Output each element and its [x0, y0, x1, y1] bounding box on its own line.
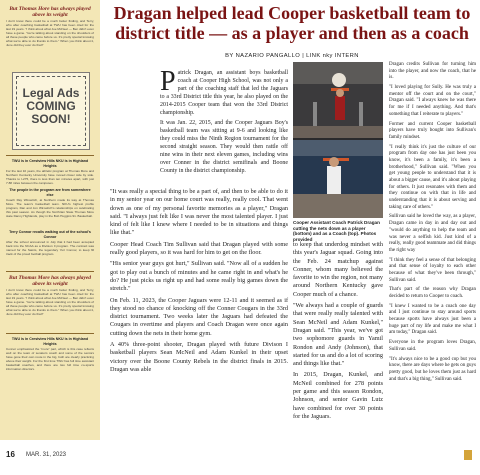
end-of-story-icon — [464, 450, 472, 460]
sidebar-section5-title: But Thomas More has always played above its weight — [9, 275, 91, 288]
sidebar-section-3 — [0, 186, 100, 221]
sidebar-section6-text: Connor emphasized the "more" part, which is this case reflects well on the team of senators coach and some of the seniors have gone their own route in the big, both are clearly practicing above their weight. For the first time TWU has full time assistant basketball coaches, and there are two full time co-sports information directors. — [6, 347, 94, 371]
sidebar-section-6 — [0, 330, 100, 374]
article-paragraph: "His senior year guys got hurt," Sullivan said. "Now all of a sudden he got to play out a bunch of minutes and he came right in and what's he do? He just picks us right up and had some really big games down the stretch." — [110, 260, 288, 293]
article-paragraph: "We always had a couple of guards that were really really talented with Sean McNeil and Adam Kunkel," Dragan said. "This year, we've got two sophomore guards in Yamil Rondon and Andy (Johnson), that started for us and do a lot of scoring and things like that." — [293, 302, 383, 368]
article-column-3 — [389, 62, 476, 386]
crowd-icon — [293, 126, 383, 138]
article-paragraph: Former and current Cooper basketball players have truly bought into Sullivan's family mindset. — [389, 121, 476, 140]
page-number: 16 — [6, 450, 15, 459]
sidebar-section-5 — [0, 268, 100, 319]
sidebar-divider — [6, 155, 94, 156]
sidebar-section5-text: I don't know there could be a much better finding, and Terry, who after coaching basketball at TWU has been cited for the last 19 years. "I think about what Joe McNeel — Ben didn't even have a game. You're talking about standing on the shoulders of all these people who came before us. It's pretty special knowing what we're able to do thanks to them." When you think about it, June did they ever do that? — [6, 288, 94, 317]
photo-caption: Cooper Assistant Coach Patrick Dragan cutting the nets down as a player (bottom) and as a Coach (top). Photos provided — [293, 220, 380, 242]
sidebar-divider — [6, 271, 94, 272]
sidebar-section-top — [0, 6, 100, 50]
article-paragraph: Dragan credits Sullivan for turning him into the player, and now the coach, that he is. — [389, 62, 476, 81]
sidebar-divider — [6, 333, 94, 334]
article-paragraph: Everyone in the program loves Dragan, Sullivan said. — [389, 340, 476, 352]
sidebar-section2-title: TWU is in Crestview Hills NKU is in Highland Heights — [11, 159, 89, 168]
article-paragraph: It was Jan. 22, 2015, and the Cooper Jaguars Boy's basketball team was sitting at 9-6 and looking like they could miss the Ninth Region tournament for the second straight season. They would then rattle off nine wins in their next eleven games, including wins over Conner in the district semifinals and Boone County in the district championship. — [160, 120, 288, 174]
article-paragraph: That's part of the reason why Dragan decided to return to Cooper to coach. — [389, 287, 476, 299]
legal-ad-label: Legal Ads COMING SOON! — [22, 86, 80, 127]
sidebar-section2-text: For the last 10 years, the athletic program at Thomas More and Northern Kentucky University have moved closer side by side. Thanks to I-275, there is less than ten minutes apart, with just 7.88 miles between the campuses. — [6, 169, 94, 186]
photo-bottom-ceiling — [293, 140, 383, 156]
article-paragraph: On Feb. 11, 2023, the Cooper Jaguars were 12-11 and it seemed as if they stood no chance of knocking off the Conner Cougars in the 33rd district tournament. Two weeks later the Jaguars had defeated the Cougars in overtime and players and Coach Dragan were once again cutting down the nets in their home gym. — [110, 296, 288, 337]
article-paragraph: Patrick Dragan, an assistant boys basketball coach at Cooper High School, was not only a part of the coaching staff that led the Jaguars to a 33rd District title this year, he also played on the 2014-2015 Cooper team that won the 33rd District championship. — [160, 66, 288, 116]
sidebar-section3-text: Coach Ray Wirowitch, at Northern made its way at Thomas More. The team's basketball team. NKU's highest profile program, Dan and Jon Wirowitch's relationships on celebrating this past season. As though the Northrian State Thomas More state Danny Highlands, play in the Bob Huggins 91. Basketball. — [6, 198, 94, 218]
legal-ad-card — [12, 72, 90, 150]
sidebar-top-text: I don't know there could be a much better finding, and Terry, who after coaching basketball at TWU has been cited for the last 19 years. "I think about what Joe McNeel — Ben didn't even have a game. You're talking about standing on the shoulders of all these people who came before us. It's pretty special knowing what we're able to do thanks to them." When you think about it, June did they ever do that? — [6, 19, 94, 48]
article-paragraph: "I think they feel a sense of that belonging and that sense of loyalty to each other because of what they've been through," Sullivan said. — [389, 257, 476, 283]
article-paragraph: A 40% three-point shooter, Dragan played with future Divison I basketball players Sean McNeil and Adam Kunkel in their upset victory over the Boone County Rebels in the district finals in 2015. Dragan was able — [110, 341, 288, 373]
article-column-1-lower — [110, 188, 288, 377]
sidebar-section-2 — [0, 152, 100, 188]
sidebar-section4-text: After the school announced in July that it had been accepted back into the NCAA as a Division II program. The contract was named for the Saints, the legendary Yuri Connor, to keep fill track of the proud football program. — [6, 240, 94, 257]
coach-head-icon — [336, 89, 344, 97]
article-paragraph: "It's always nice to be a good cop but you know, there are days where he gets on guys pretty good, but he loves them just as hard and that's a big thing," Sullivan said. — [389, 356, 476, 382]
article-paragraph: "I really think it's just the culture of our program from day one has just been you know, it's been a family, it's been a brotherhood," Sullivan said. "When you get young people to understand that it is about a bigger cause, and it's about playing for others. It just resonates with them and they continue on with that in life and understanding that it is about serving and taking care of others." — [389, 144, 476, 210]
legal-ad-text — [13, 87, 89, 127]
article-byline: BY NAZARIO PANGALLO | LINK nky INTERN — [225, 53, 359, 59]
hoop-light-icon — [332, 73, 346, 87]
sidebar-section3-title: The people in the program are from somewhere else — [9, 188, 91, 197]
article-paragraph: "It was really a special thing to be a part of, and then to be able to do it in my senior year on our home court was really, really cool. That went down as one of my personal favorite memories as a player," Dragan said. "I always just felt like I was never the most talented player. I just kind of felt like I knew where I needed to be in situations and things like that." — [110, 188, 288, 237]
issue-date: MAR. 31, 2023 — [26, 452, 67, 458]
article-headline: Dragan helped lead Cooper basketball team to district title — as a player and then as a coach — [113, 3, 471, 44]
article-paragraph: to keep that underdog mindset with this year's Jaguar squad. Going into the Feb. 24 matchup against Conner, whom many believed the favorite to win the region, not many around Northern Kentucky gave Cooper much of a chance. — [293, 241, 383, 298]
article-column-2 — [293, 241, 383, 424]
article-paragraph: Sullivan said he loved the way, as a player, Dragan came in day in and day out and "would do anything to help the team and was never a selfish kid. Just kind of a really, really good teammate and did things the right way — [389, 214, 476, 253]
sidebar-section6-title: TWU is in Crestview Hills NKU is in Highland Heights — [11, 337, 89, 346]
player-jersey-icon — [327, 166, 341, 196]
player-head-icon — [329, 157, 339, 167]
coach-figure-icon — [335, 96, 345, 120]
sidebar-section-4 — [0, 228, 100, 259]
crowd-icon — [293, 194, 383, 218]
sidebar — [0, 0, 100, 440]
article-column-1 — [160, 66, 288, 179]
article-paragraph: "I loved playing for Sully. He was truly a mentor off the court and on the court," Dragan said. "I always knew he was there for me if I needed anything. And that's something that I reiterate to players." — [389, 85, 476, 117]
article-photo — [293, 62, 383, 218]
photo-illustration — [293, 62, 383, 218]
article-paragraph: Cooper Head Coach Tim Sullivan said that Dragan played with some really good players, so it was hard for him to get on the floor. — [110, 240, 288, 257]
sidebar-top-title: But Thomas Hore has always played above its weight — [9, 6, 91, 19]
article-paragraph: "I knew I wanted to be a coach one day and I just continue to stay around sports because sports have always just been a huge part of my life and make me what I am today," Dragan said. — [389, 303, 476, 336]
article-paragraph: In 2015, Dragan, Kunkel, and McNeil combined for 278 points per game and this season Rondon, Johnson, and senior Gavin Lutz have combined for over 30 points for the Jaguars. — [293, 371, 383, 420]
sidebar-section4-title: Terry Connor recalls walking out of the school's Connor — [9, 230, 91, 239]
